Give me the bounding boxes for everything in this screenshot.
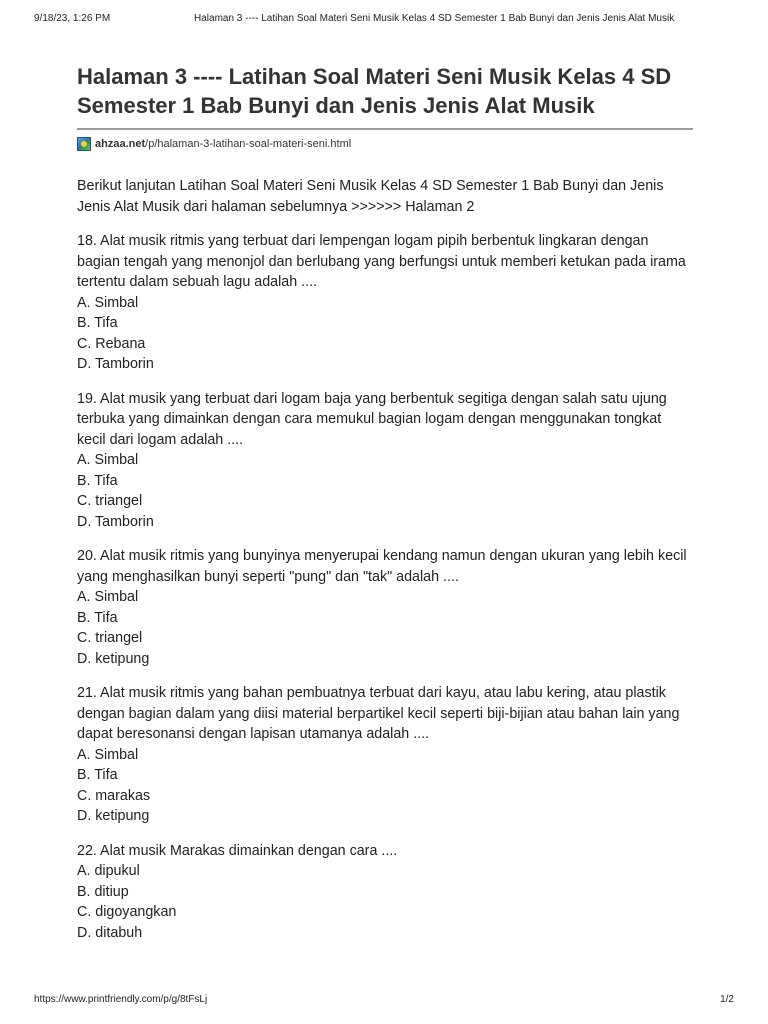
article-title: Halaman 3 ---- Latihan Soal Materi Seni Musik Kelas 4 SD Semester 1 Bab Bunyi dan Jenis Jenis Alat Musik	[77, 62, 693, 130]
answer-option: C. triangel	[77, 493, 143, 509]
question-20	[77, 546, 693, 669]
question-text: 18. Alat musik ritmis yang terbuat dari lempengan logam pipih berbentuk lingkaran dengan bagian tengah yang menonjol dan berlubang yang berfungsi untuk memberi ketukan pada irama tertentu dalam sebuah lagu adalah ....	[77, 233, 686, 290]
answer-option: B. ditiup	[77, 883, 129, 900]
question-19	[77, 389, 693, 533]
source-path[interactable]: /p/halaman-3-latihan-soal-materi-seni.html	[145, 138, 352, 150]
answer-option: D. ketipung	[77, 808, 150, 824]
answer-option: B. Tifa	[77, 472, 118, 489]
print-header	[34, 13, 734, 27]
answer-option: D. Tamborin	[77, 513, 154, 530]
print-datetime: 9/18/23, 1:26 PM	[34, 13, 111, 24]
answer-option: A. Simbal	[77, 746, 139, 763]
print-footer	[34, 994, 734, 1008]
article	[77, 62, 693, 943]
answer-option: C. Rebana	[77, 335, 146, 352]
answer-option: B. Tifa	[77, 609, 118, 626]
answer-option: C. digoyangkan	[77, 904, 177, 920]
article-intro: Berikut lanjutan Latihan Soal Materi Seni Musik Kelas 4 SD Semester 1 Bab Bunyi dan Jenis Jenis Alat Musik dari halaman sebelumnya >>>>>> Halaman 2	[77, 178, 664, 215]
question-text: 21. Alat musik ritmis yang bahan pembuatnya terbuat dari kayu, atau labu kering, atau plastik dengan bagian dalam yang diisi material berpartikel kecil seperti biji-bijian atau bahan lain yang dapat beresonansi dengan lapisan utamanya adalah ....	[77, 685, 680, 742]
answer-option: A. Simbal	[77, 589, 139, 605]
question-22	[77, 841, 693, 944]
question-text: 22. Alat musik Marakas dimainkan dengan cara ....	[77, 842, 398, 859]
answer-option: C. marakas	[77, 787, 151, 804]
answer-option: A. Simbal	[77, 294, 139, 311]
answer-option: D. ketipung	[77, 650, 150, 667]
site-favicon-icon	[77, 137, 91, 151]
question-text: 19. Alat musik yang terbuat dari logam baja yang berbentuk segitiga dengan salah satu ujung terbuka yang dimainkan dengan cara memukul bagian logam dengan menggunakan tongkat kecil dari logam adalah ....	[77, 390, 667, 448]
question-18	[77, 231, 693, 375]
print-url[interactable]: https://www.printfriendly.com/p/g/8tFsLj	[34, 994, 208, 1005]
answer-option: C. triangel	[77, 630, 143, 646]
print-page-title: Halaman 3 ---- Latihan Soal Materi Seni Musik Kelas 4 SD Semester 1 Bab Bunyi dan Jenis Jenis Alat Musik	[194, 13, 675, 24]
answer-option: D. ditabuh	[77, 924, 143, 941]
answer-option: B. Tifa	[77, 767, 118, 783]
article-source	[77, 135, 693, 153]
question-text: 20. Alat musik ritmis yang bunyinya menyerupai kendang namun dengan ukuran yang lebih kecil yang menghasilkan bunyi seperti "pung" dan "tak" adalah ....	[77, 548, 687, 585]
source-domain[interactable]: ahzaa.net	[95, 138, 146, 150]
print-page-number: 1/2	[720, 994, 734, 1005]
question-21	[77, 683, 693, 827]
answer-option: B. Tifa	[77, 315, 118, 331]
answer-option: A. dipukul	[77, 863, 140, 879]
answer-option: A. Simbal	[77, 452, 139, 468]
answer-option: D. Tamborin	[77, 356, 154, 372]
